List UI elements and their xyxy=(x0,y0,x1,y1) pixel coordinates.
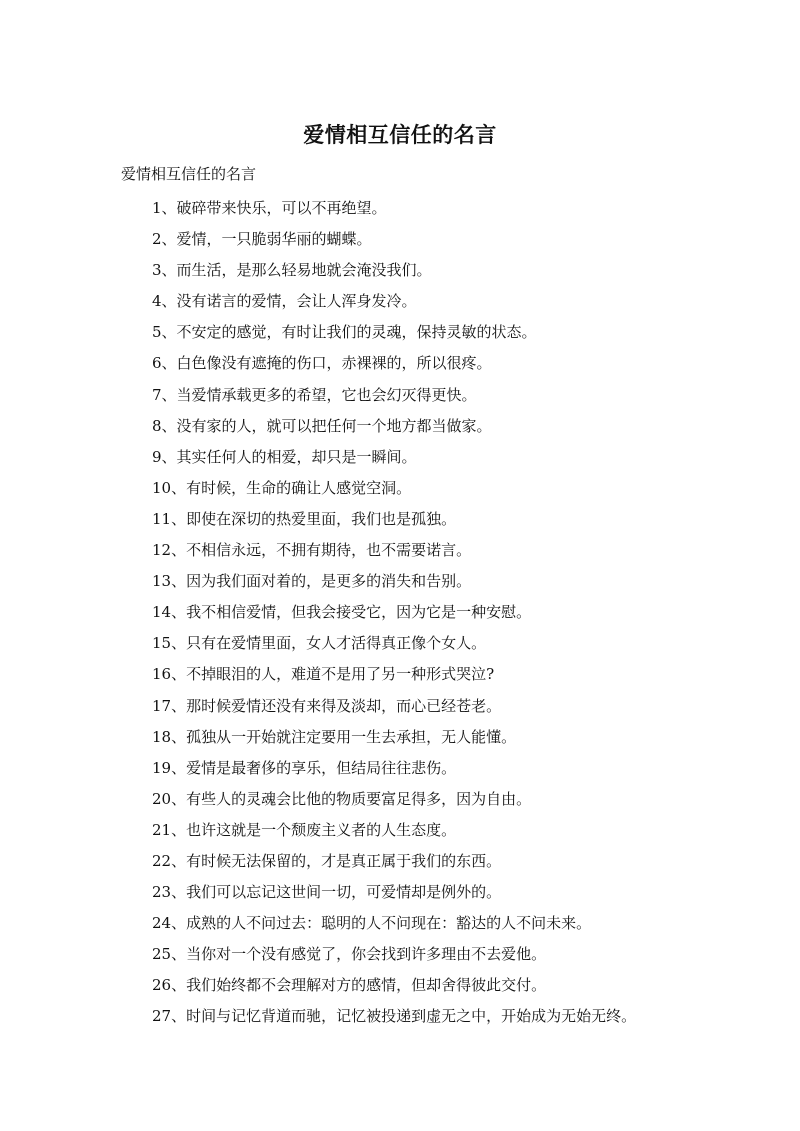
document-subtitle: 爱情相互信任的名言 xyxy=(121,165,257,183)
quote-item: 25、当你对一个没有感觉了，你会找到许多理由不去爱他。 xyxy=(152,945,547,964)
quote-item: 27、时间与记忆背道而驰，记忆被投递到虚无之中，开始成为无始无终。 xyxy=(152,1007,637,1026)
quote-item: 19、爱情是最奢侈的享乐，但结局往往悲伤。 xyxy=(152,758,457,777)
quote-item: 18、孤独从一开始就注定要用一生去承担，无人能懂。 xyxy=(152,727,517,746)
quote-item: 23、我们可以忘记这世间一切，可爱情却是例外的。 xyxy=(152,883,502,902)
quote-item: 1、破碎带来快乐，可以不再绝望。 xyxy=(152,199,387,217)
quote-item: 17、那时候爱情还没有来得及淡却，而心已经苍老。 xyxy=(152,696,502,715)
quote-item: 12、不相信永远，不拥有期待，也不需要诺言。 xyxy=(152,541,472,560)
quote-item: 7、当爱情承载更多的希望，它也会幻灭得更快。 xyxy=(152,385,477,404)
quote-list xyxy=(152,196,636,1036)
quote-item: 5、不安定的感觉，有时让我们的灵魂，保持灵敏的状态。 xyxy=(152,323,537,342)
quote-item: 16、不掉眼泪的人，难道不是用了另一种形式哭泣? xyxy=(152,665,495,684)
quote-item: 9、其实任何人的相爱，却只是一瞬间。 xyxy=(152,447,417,466)
quote-item: 10、有时候，生命的确让人感觉空洞。 xyxy=(152,478,412,497)
quote-item: 3、而生活，是那么轻易地就会淹没我们。 xyxy=(152,261,432,280)
quote-item: 26、我们始终都不会理解对方的感情，但却舍得彼此交付。 xyxy=(152,976,547,995)
quote-item: 21、也许这就是一个颓废主义者的人生态度。 xyxy=(152,820,457,839)
quote-item: 22、有时候无法保留的，才是真正属于我们的东西。 xyxy=(152,851,502,870)
quote-item: 11、即使在深切的热爱里面，我们也是孤独。 xyxy=(152,509,457,528)
quote-item: 2、爱情，一只脆弱华丽的蝴蝶。 xyxy=(152,230,372,249)
quote-item: 24、成熟的人不问过去：聪明的人不问现在：豁达的人不问未来。 xyxy=(152,914,592,933)
quote-item: 4、没有诺言的爱情，会让人浑身发冷。 xyxy=(152,292,417,311)
quote-item: 13、因为我们面对着的，是更多的消失和告别。 xyxy=(152,572,472,591)
quote-item: 6、白色像没有遮掩的伤口，赤裸裸的，所以很疼。 xyxy=(152,354,492,373)
document-title: 爱情相互信任的名言 xyxy=(303,123,497,147)
quote-item: 15、只有在爱情里面，女人才活得真正像个女人。 xyxy=(152,634,487,653)
quote-item: 20、有些人的灵魂会比他的物质要富足得多，因为自由。 xyxy=(152,789,532,808)
quote-item: 8、没有家的人，就可以把任何一个地方都当做家。 xyxy=(152,416,492,435)
quote-item: 14、我不相信爱情，但我会接受它，因为它是一种安慰。 xyxy=(152,603,532,622)
